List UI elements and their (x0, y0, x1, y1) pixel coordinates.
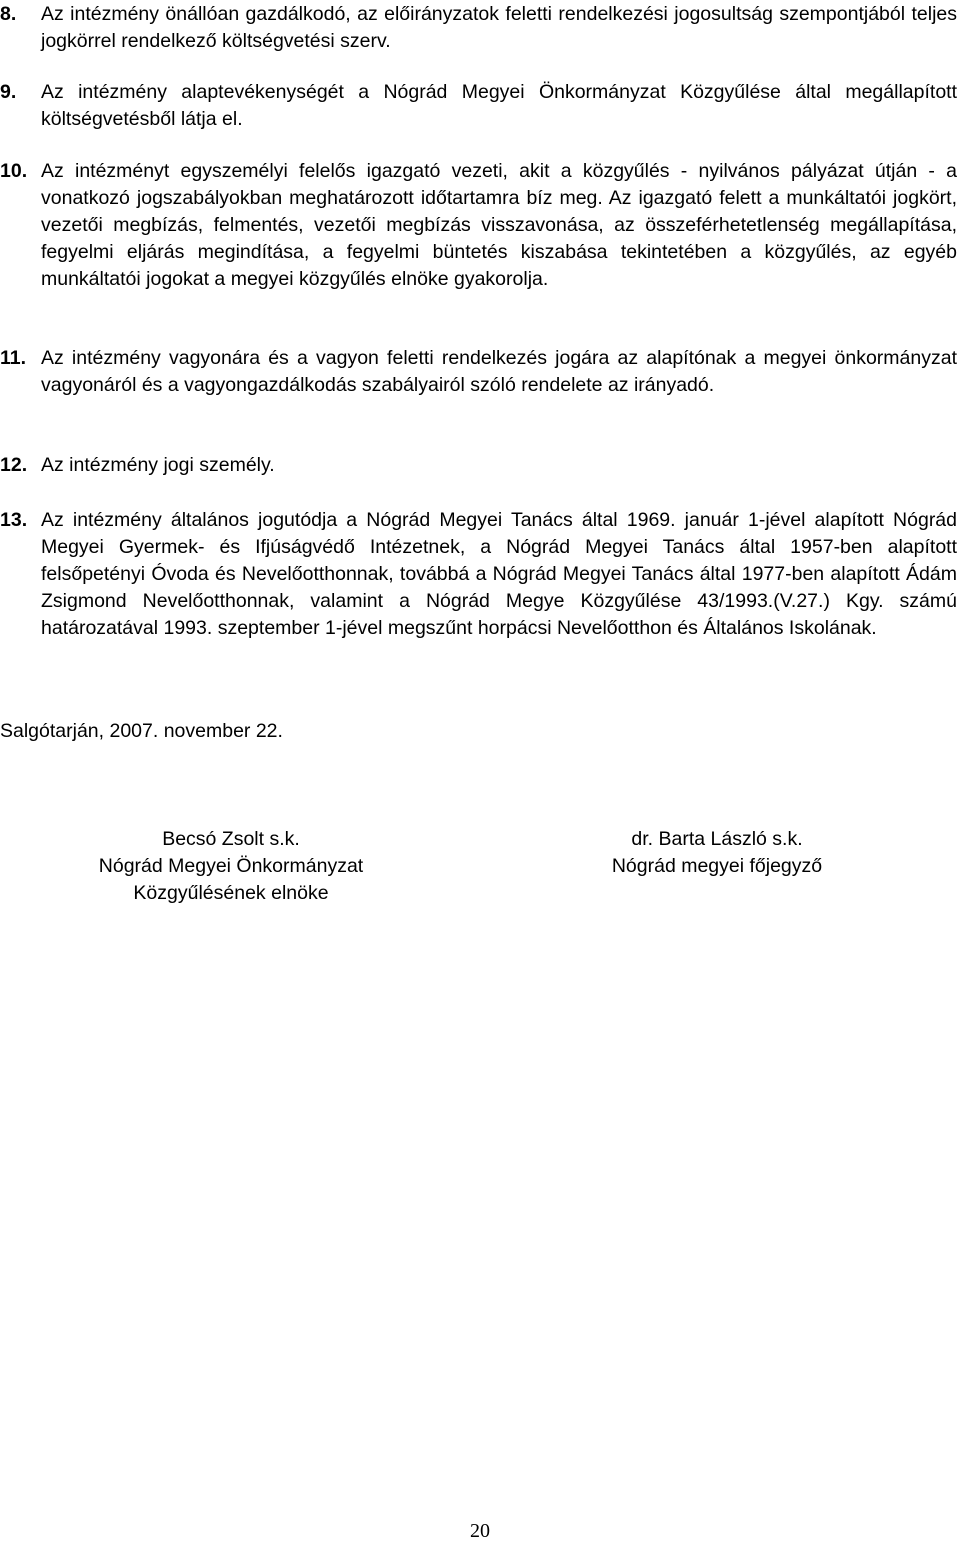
page-number: 20 (470, 1520, 490, 1542)
clause-13 (0, 507, 957, 642)
clause-text: Az intézményt egyszemélyi felelős igazgató vezeti, akit a közgyűlés - nyilvános pályázat útján - a vonatkozó jogszabályokban meghatározott időtartamra bíz meg. Az igazgató felett a munkáltatói jogkört, vezetői megbízás, felmentés, vezetői megbízás visszavonása, az összeférhetetlenség megállapítása, fegyelmi eljárás megindítása, a fegyelmi büntetés kiszabása tekintetében a közgyűlés, az egyéb munkáltatói jogokat a megyei közgyűlés elnöke gyakorolja. (41, 160, 957, 290)
clause-text: Az intézmény általános jogutódja a Nógrád Megyei Tanács által 1969. január 1-jével alapított Nógrád Megyei Gyermek- és Ifjúságvédő Intézetnek, a Nógrád Megyei Tanács által 1957-ben alapított felsőpetényi Óvoda és Nevelőotthonnak, továbbá a Nógrád Megyei Tanács által 1977-ben alapított Ádám Zsigmond Nevelőotthonnak, valamint a Nógrád Megye Közgyűlése 43/1993.(V.27.) Kgy. számú határozatával 1993. szeptember 1-jével megszűnt horpácsi Nevelőotthon és Általános Iskolának. (41, 509, 957, 639)
clause-number: 8. (0, 3, 17, 25)
clause-text: Az intézmény jogi személy. (41, 454, 275, 476)
signer-title: Közgyűlésének elnöke (133, 882, 329, 904)
clause-text: Az intézmény alaptevékenységét a Nógrád Megyei Önkormányzat Közgyűlése által megállapított költségvetésből látja el. (41, 81, 957, 130)
signer-title: Nógrád Megyei Önkormányzat (98, 855, 364, 877)
clause-number: 12. (0, 454, 28, 476)
clause-number: 10. (0, 160, 28, 182)
clause-9 (0, 79, 957, 133)
signer-name: Becsó Zsolt s.k. (162, 828, 300, 850)
clause-number: 13. (0, 509, 28, 531)
signature-block-left (72, 826, 390, 907)
signer-title: Nógrád megyei főjegyző (611, 855, 823, 877)
signature-block-right (578, 826, 856, 880)
clause-text: Az intézmény vagyonára és a vagyon feletti rendelkezés jogára az alapítónak a megyei önkormányzat vagyonáról és a vagyongazdálkodás szabályairól szóló rendelete az irányadó. (41, 347, 957, 396)
clause-10 (0, 158, 957, 293)
clause-text: Az intézmény önállóan gazdálkodó, az előirányzatok feletti rendelkezési jogosultság szempontjából teljes jogkörrel rendelkező költségvetési szerv. (41, 3, 957, 52)
clause-12 (0, 452, 957, 479)
clause-11 (0, 345, 957, 399)
clause-number: 11. (0, 347, 27, 369)
signer-name: dr. Barta László s.k. (631, 828, 803, 850)
place-and-date: Salgótarján, 2007. november 22. (0, 720, 283, 742)
clause-8 (0, 1, 957, 55)
clause-number: 9. (0, 81, 17, 103)
